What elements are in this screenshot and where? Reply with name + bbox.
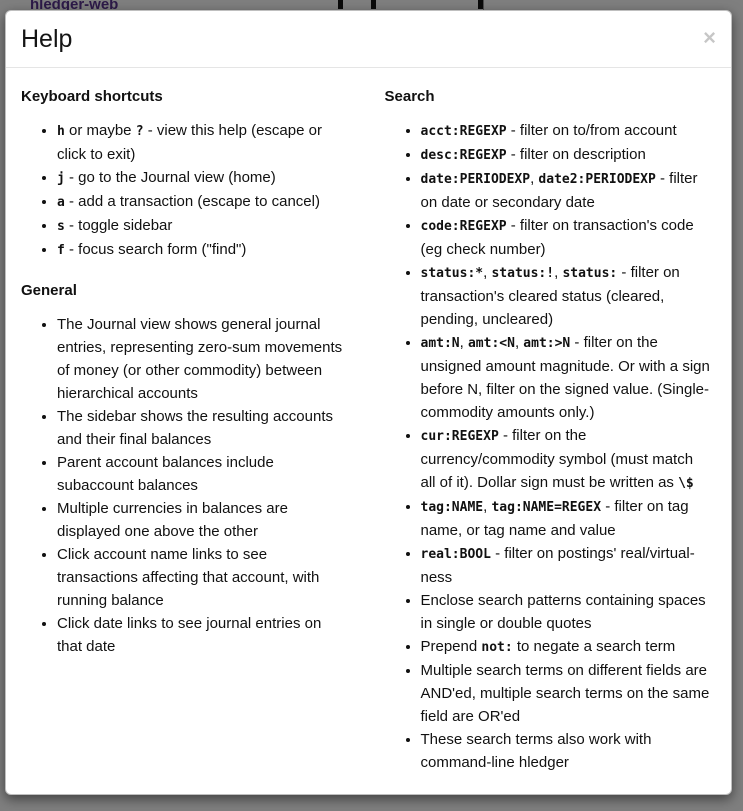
- text-run: ,: [554, 264, 563, 281]
- text-run: ,: [483, 264, 492, 281]
- help-section-search: [385, 88, 713, 774]
- code-text: status:*: [420, 266, 484, 281]
- list-item: [57, 119, 345, 166]
- section-list: [21, 313, 345, 658]
- modal-title: Help: [21, 25, 73, 53]
- code-text: \$: [678, 476, 694, 491]
- code-text: amt:<N: [467, 336, 515, 351]
- text-run: to negate a search term: [512, 638, 676, 655]
- code-text: tag:NAME=REGEX: [491, 500, 602, 515]
- text-run: Prepend: [420, 638, 482, 655]
- list-item: [421, 424, 713, 495]
- text-run: - toggle sidebar: [64, 217, 173, 234]
- code-text: cur:REGEXP: [420, 429, 499, 444]
- list-item: [57, 612, 345, 658]
- list-item: [421, 119, 713, 143]
- list-item: [57, 451, 345, 497]
- list-item: [57, 166, 345, 190]
- list-item: [57, 313, 345, 405]
- code-text: amt:>N: [523, 336, 571, 351]
- list-item: [57, 238, 345, 262]
- list-item: [421, 589, 713, 635]
- text-run: - view this help (escape or click to exit): [57, 122, 322, 163]
- section-heading: General: [21, 282, 77, 299]
- text-run: Multiple search terms on different fields are AND'ed, multiple search terms on the same field are OR'ed: [420, 662, 710, 725]
- list-item: [421, 261, 713, 331]
- code-text: f: [57, 243, 65, 258]
- list-item: [57, 497, 345, 543]
- text-run: - filter on description: [506, 146, 646, 163]
- list-item: [421, 143, 713, 167]
- code-text: j: [57, 171, 65, 186]
- list-item: [57, 190, 345, 214]
- text-run: - focus search form ("find"): [64, 241, 247, 258]
- modal-body: [6, 68, 731, 795]
- code-text: s: [57, 219, 65, 234]
- help-section-general: [21, 282, 345, 658]
- text-run: - filter on the unsigned amount magnitude. Or with a sign before N, filter on the signed value. (Single-commodity amounts only.): [420, 334, 710, 421]
- code-text: code:REGEXP: [420, 219, 507, 234]
- code-text: a: [57, 195, 65, 210]
- text-run: ,: [514, 334, 524, 351]
- list-item: [421, 495, 713, 542]
- list-item: [421, 659, 713, 728]
- code-text: acct:REGEXP: [420, 124, 507, 139]
- text-run: - add a transaction (escape to cancel): [64, 193, 320, 210]
- code-text: real:BOOL: [420, 547, 491, 562]
- list-item: [421, 635, 713, 659]
- code-text: date:PERIODEXP: [420, 172, 531, 187]
- list-item: [57, 214, 345, 238]
- code-text: date2:PERIODEXP: [538, 172, 656, 187]
- text-run: - filter on to/from account: [506, 122, 677, 139]
- code-text: h: [57, 124, 65, 139]
- text-run: - filter on transaction's cleared status (cleared, pending, uncleared): [420, 264, 680, 328]
- list-item: [57, 543, 345, 612]
- text-run: - filter on date or secondary date: [420, 170, 698, 211]
- code-text: tag:NAME: [420, 500, 484, 515]
- modal-header: [6, 11, 731, 68]
- text-run: Parent account balances include subaccount balances: [57, 454, 274, 494]
- list-item: [421, 728, 713, 774]
- code-text: status:: [562, 266, 618, 281]
- help-column-right: [369, 88, 717, 794]
- text-run: Click account name links to see transactions affecting that account, with running balance: [57, 546, 320, 609]
- text-run: ,: [483, 498, 492, 515]
- text-run: - filter on postings' real/virtual-ness: [420, 545, 695, 586]
- list-item: [421, 331, 713, 424]
- text-run: or maybe: [64, 122, 136, 139]
- text-run: Enclose search patterns containing spaces in single or double quotes: [420, 592, 706, 632]
- help-modal: [5, 10, 732, 795]
- help-section-keyboard-shortcuts: [21, 88, 345, 262]
- section-list: [21, 119, 345, 262]
- help-column-left: [21, 88, 369, 678]
- code-text: ?: [135, 124, 144, 139]
- list-item: [421, 214, 713, 261]
- text-run: These search terms also work with command-line hledger: [420, 731, 652, 771]
- text-run: The Journal view shows general journal entries, representing zero-sum movements of money (or other commodity) between hierarchical accounts: [57, 316, 343, 402]
- text-run: - filter on transaction's code (eg check number): [420, 217, 694, 258]
- code-text: desc:REGEXP: [420, 148, 507, 163]
- text-run: - go to the Journal view (home): [64, 169, 276, 186]
- section-heading: Keyboard shortcuts: [21, 88, 163, 105]
- close-icon[interactable]: ×: [703, 25, 716, 50]
- text-run: Click date links to see journal entries on that date: [57, 615, 322, 655]
- text-run: - filter on tag name, or tag name and value: [420, 498, 689, 539]
- list-item: [57, 405, 345, 451]
- list-item: [421, 542, 713, 589]
- code-text: status:!: [491, 266, 555, 281]
- text-run: ,: [530, 170, 539, 187]
- text-run: The sidebar shows the resulting accounts and their final balances: [57, 408, 333, 448]
- section-heading: Search: [384, 88, 435, 105]
- code-text: not:: [481, 640, 513, 655]
- text-run: ,: [459, 334, 468, 351]
- code-text: amt:N: [420, 336, 460, 351]
- section-list: [385, 119, 713, 774]
- text-run: Multiple currencies in balances are displayed one above the other: [57, 500, 288, 540]
- text-run: - filter on the currency/commodity symbol (must match all of it). Dollar sign must be written as: [420, 427, 694, 491]
- list-item: [421, 167, 713, 214]
